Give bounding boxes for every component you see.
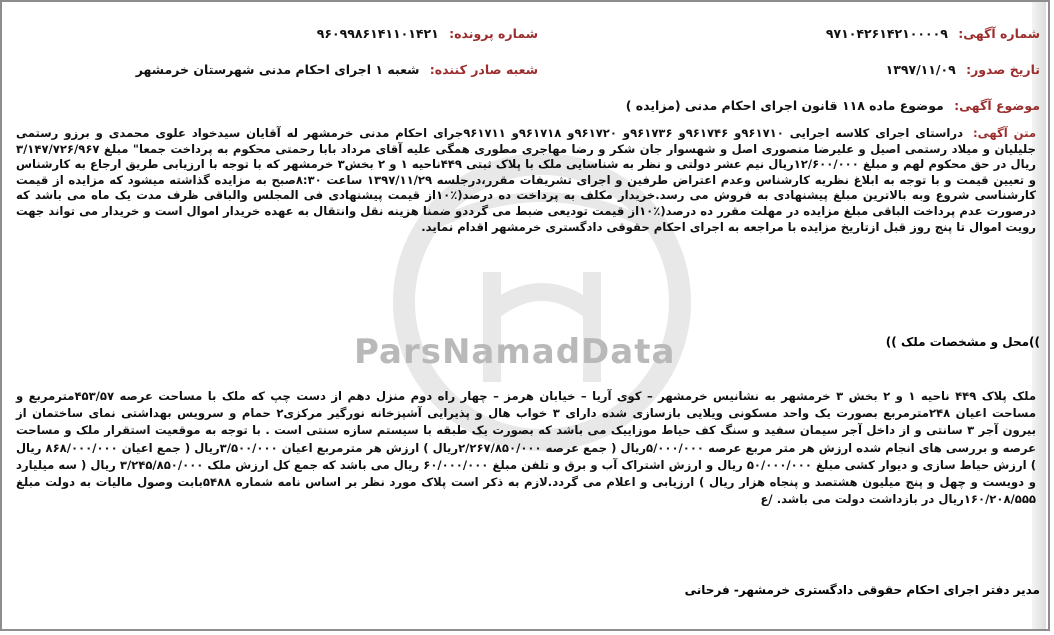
notice-number-row — [826, 26, 1040, 41]
subject-label: موضوع آگهی: — [954, 98, 1040, 113]
issuer-label: شعبه صادر کننده: — [429, 62, 538, 77]
issue-date-label: تاریخ صدور: — [966, 62, 1040, 77]
signature: مدیر دفتر اجرای احکام حقوقی دادگستری خرمشهر- فرحانی — [684, 583, 1040, 597]
notice-body — [16, 126, 1036, 235]
notice-number: ۹۷۱۰۴۲۶۱۴۲۱۰۰۰۰۹ — [825, 26, 948, 41]
watermark-text: ParsNamadData — [354, 332, 676, 372]
file-number: ۹۶۰۹۹۸۶۱۴۱۱۰۱۴۲۱ — [316, 26, 439, 41]
file-number-label: شماره پرونده: — [449, 26, 538, 41]
subject-row — [626, 98, 1040, 113]
subject-value: موضوع ماده ۱۱۸ قانون اجرای احکام مدنی (مزایده ) — [625, 98, 944, 113]
property-section-title: ))محل و مشخصات ملک )) — [885, 335, 1040, 349]
issue-date: ۱۳۹۷/۱۱/۰۹ — [885, 62, 956, 77]
issue-date-row — [886, 62, 1040, 77]
notice-number-label: شماره آگهی: — [958, 26, 1040, 41]
body-label: متن آگهی: — [972, 126, 1037, 140]
file-number-row — [317, 26, 538, 41]
body-text: دراستای اجرای کلاسه اجرایی ۹۶۱۷۱۰و ۹۶۱۷۴۶و ۹۶۱۷۳۶و ۹۶۱۷۲۰و ۹۶۱۷۱۸و ۹۶۱۷۱۱جرای احکام مدنی خرمشهر له آقایان سیدخواد علوی محمدی و برزو رستمی جلیلیان و میلاد رستمی اصیل و علیرضا منصوری اصل و شهسوار جان شکر و رضا مهاجری مطوری همگی علیه آقای مرداد بابا رحمتی محکوم به پرداخت جمعا" مبلغ ۳/۱۴۷/۷۲۶/۹۶۷ ریال در حق محکوم لهم و مبلغ ۱۲/۶۰۰/۰۰۰ریال نیم عشر دولتی و نظر به شناسایی ملک با پلاک ثبتی ۴۴۹ناحیه ۱ و ۲ بخش۳ خرمشهر که با توجه با ارزیابی طریق ارجاع به کارشناس و تعیین قیمت و با توجه به ابلاغ نظریه کارشناس وعدم اعتراض طرفین و اجرای تشریفات مقرر،درجلسه ۱۳۹۷/۱۱/۲۹ ساعت ۸:۳۰صبح به مزایده گذاشته میشود که مزایده از قیمت کارشناسی شروع وبه بالاترین مبلغ پیشنهادی به فروش می رسد.خریدار مکلف به پرداخت ده درصد(٪۱۰از قیمت پیشنهادی فی المجلس والباقی ظرف مدت یک ماه می باشد که درصورت عدم پرداخت الباقی مبلغ مزایده در مهلت مقرر ده درصد(٪۱۰از قیمت تودیعی ضبط می گرددو ضمنا هزینه نقل وانتقال به عهده خریدار اموال است و خریدار می تواند جهت رویت اموال تا پنج روز قبل ازتاریخ مزایده با مراجعه به اجرای احکام حقوقی دادگستری خرمشهر اقدام نماید. — [16, 126, 1037, 234]
right-edge-shade — [1032, 2, 1046, 629]
property-description: ملک پلاک ۴۴۹ ناحیه ۱ و ۲ بخش ۳ خرمشهر به نشانیس خرمشهر – کوی آریا – خیابان هرمز – چهار راه دوم منزل دهم از دست چپ که ملک با مساحت عرصه ۴۵۳/۵۷مترمربع و مساحت اعیان ۲۴۸مترمربع بصورت یک واحد مسکونی ویلایی بازسازی شده دارای ۳ خواب هال و پذیرایی آشپزخانه نورگیر مرکزی۲ حمام و سرویس بهداشتی نمای ساختمان از بیرون آجر ۳ سانتی و از داخل آجر سیمان سفید و سنگ کف حیاط موزاییک می باشد که بصورت یک طبقه با سیستم سازه سنتی است . با توجه به موقعیت استقرار ملک و مساحت عرصه و بررسی های انجام شده ارزش هر متر مربع عرصه ۵/۰۰۰/۰۰۰ریال ( جمع عرصه ۲/۲۶۷/۸۵۰/۰۰۰ریال ) ارزش هر مترمربع اعیان ۳/۵۰۰/۰۰۰ریال ( جمع اعیان ۸۶۸/۰۰۰/۰۰۰ ریال ) ارزش حیاط سازی و دیوار کشی مبلغ ۵۰/۰۰۰/۰۰۰ ریال و ارزش اشتراک آب و برق و تلفن مبلغ ۶۰/۰۰۰/۰۰۰ ریال می باشد که جمع کل ارزش ملک ۳/۲۴۵/۸۵۰/۰۰۰ ریال ( سه میلیارد و دویست و چهل و پنج میلیون هشتصد و پنجاه هزار ریال ) ارزیابی و اعلام می گردد.لازم به ذکر است پلاک مورد نظر بر اساس نامه شماره ۵۴۸۸بابت وصول مالیات به دولت مبلغ ۱۶۰/۲۰۸/۵۵۵ریال در بازداشت دولت می باشد. /ع — [16, 389, 1037, 507]
issuer-row — [136, 62, 538, 77]
issuer: شعبه ۱ اجرای احکام مدنی شهرستان خرمشهر — [135, 62, 420, 77]
